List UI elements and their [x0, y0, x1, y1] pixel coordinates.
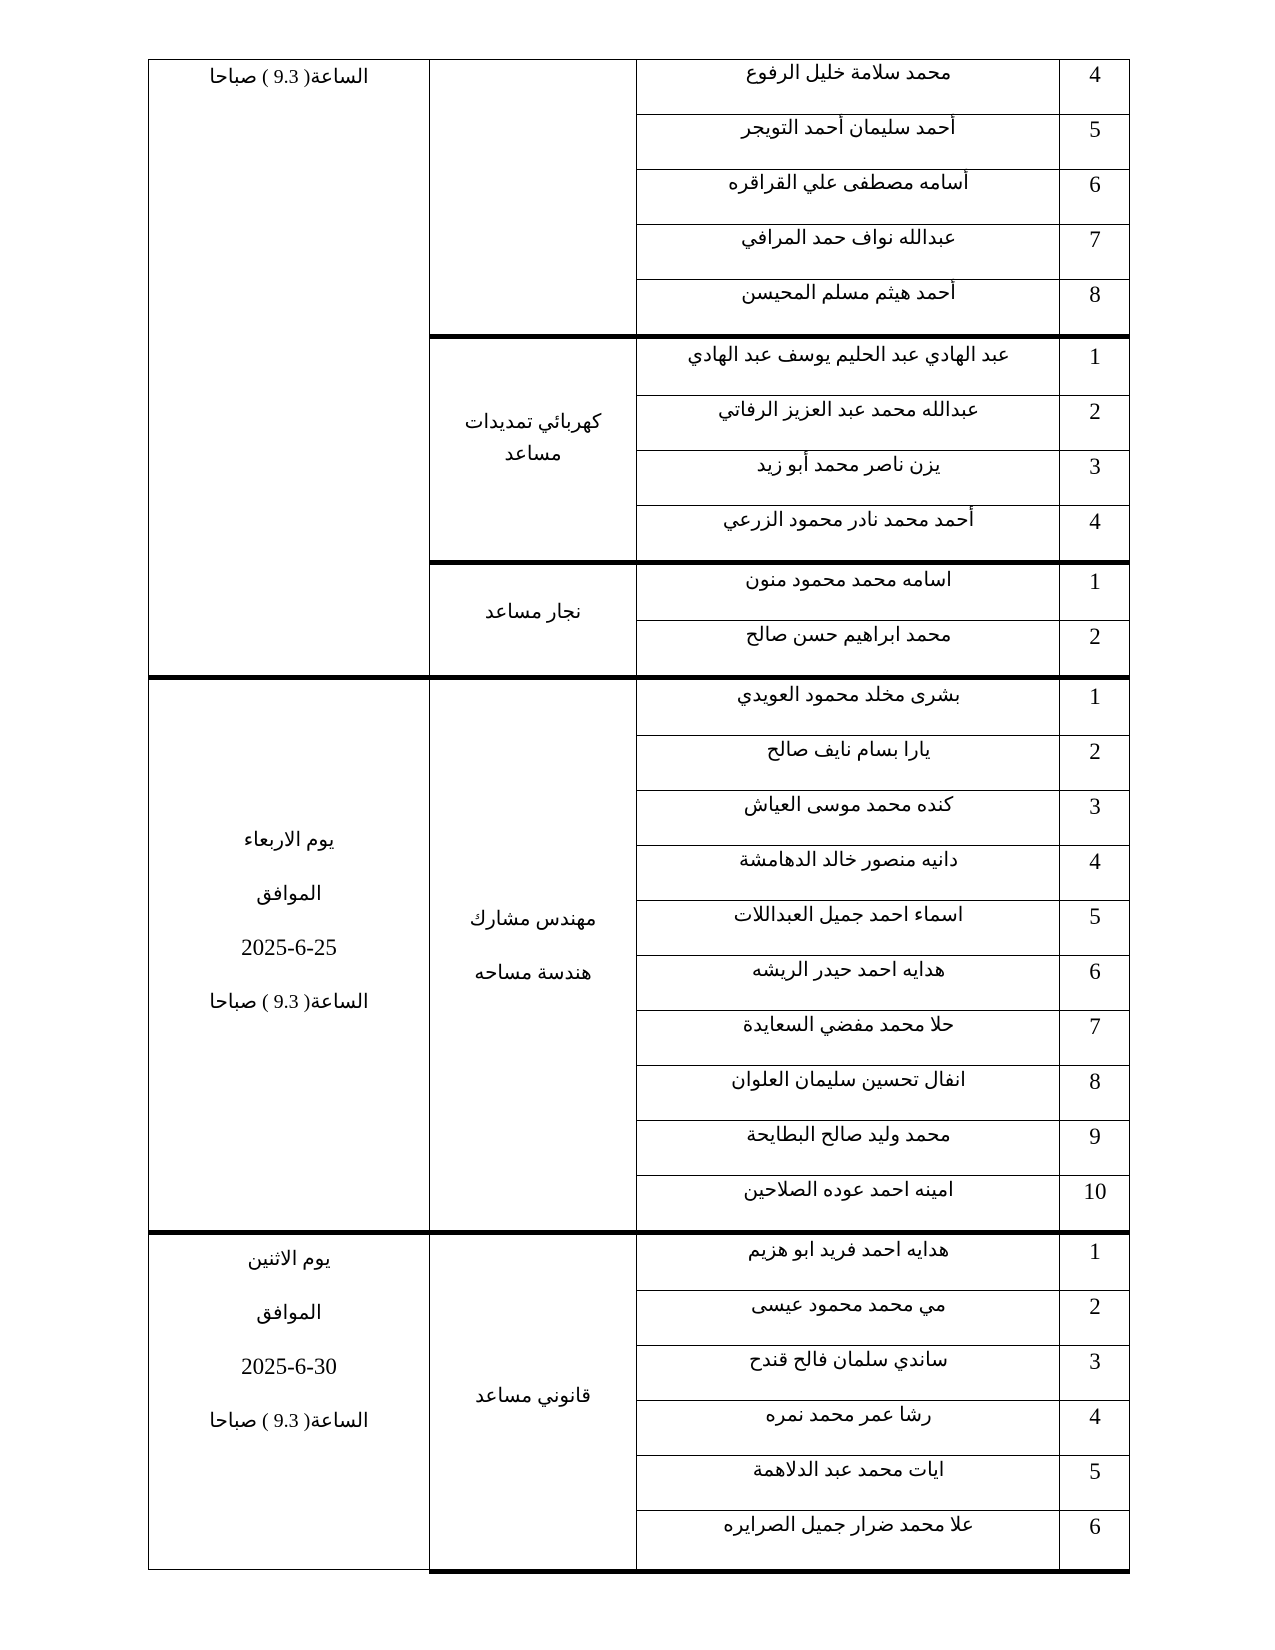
candidate-name: اسامه محمد محمود منون	[745, 569, 952, 591]
date-cell	[148, 825, 430, 1041]
row-number: 7	[1089, 1014, 1101, 1039]
table-bottom-divider	[430, 1569, 1130, 1574]
specialty-line: نجار مساعد	[484, 601, 582, 623]
specialty-cell	[430, 903, 636, 989]
exam-date: 2025-6-25	[241, 935, 337, 960]
row-number: 4	[1089, 509, 1101, 534]
section-divider	[148, 1230, 1130, 1235]
specialty-cell	[430, 406, 636, 470]
specialty-line: قانوني مساعد	[475, 1385, 591, 1407]
exam-date-label: الموافق	[256, 1302, 322, 1324]
row-number: 5	[1089, 117, 1101, 142]
row-number: 2	[1089, 739, 1101, 764]
candidate-name: ساندي سلمان فالح قندح	[749, 1349, 948, 1371]
section-divider	[148, 675, 1130, 680]
candidate-name: محمد وليد صالح البطايحة	[746, 1124, 951, 1146]
row-number: 6	[1089, 959, 1101, 984]
candidate-name: امينه احمد عوده الصلاحين	[743, 1179, 954, 1201]
table-border-bottom	[148, 1569, 430, 1570]
exam-date: 2025-6-30	[241, 1354, 337, 1379]
candidate-name: دانيه منصور خالد الدهامشة	[739, 849, 958, 871]
row-number: 1	[1089, 569, 1101, 594]
candidate-name: عبدالله نواف حمد المرافي	[740, 227, 957, 249]
section-divider	[430, 334, 1130, 339]
row-number: 3	[1089, 1349, 1101, 1374]
specialty-line: مساعد	[504, 443, 562, 465]
row-number: 5	[1089, 1459, 1101, 1484]
candidate-name: بشرى مخلد محمود العويدي	[736, 684, 961, 706]
row-number: 1	[1089, 1239, 1101, 1264]
row-number: 6	[1089, 172, 1101, 197]
candidate-name: اسماء احمد جميل العبداللات	[733, 904, 964, 926]
specialty-cell	[430, 1380, 636, 1412]
exam-time: الساعة( 9.3 ) صباحا	[209, 1410, 369, 1432]
row-number: 2	[1089, 399, 1101, 424]
row-number: 8	[1089, 282, 1101, 307]
specialty-line: كهربائي تمديدات	[464, 411, 602, 433]
candidate-name: أحمد هيثم مسلم المحيسن	[741, 282, 956, 304]
date-cell	[148, 1244, 430, 1460]
candidate-name: محمد سلامة خليل الرفوع	[745, 62, 952, 84]
row-number: 1	[1089, 344, 1101, 369]
exam-time: الساعة( 9.3 ) صباحا	[209, 991, 369, 1013]
row-number: 3	[1089, 454, 1101, 479]
candidate-name: هدايه احمد حيدر الريشه	[751, 959, 946, 981]
date-cell	[148, 62, 430, 116]
candidate-name: حلا محمد مفضي السعايدة	[742, 1014, 955, 1036]
exam-time: الساعة( 9.3 ) صباحا	[209, 66, 369, 88]
row-number: 2	[1089, 1294, 1101, 1319]
specialty-line: هندسة مساحه	[474, 962, 592, 984]
row-number: 4	[1089, 849, 1101, 874]
row-number: 5	[1089, 904, 1101, 929]
row-number: 2	[1089, 624, 1101, 649]
row-number: 8	[1089, 1069, 1101, 1094]
row-number: 1	[1089, 684, 1101, 709]
row-number: 9	[1089, 1124, 1101, 1149]
exam-date-label: الموافق	[256, 883, 322, 905]
candidate-name: محمد ابراهيم حسن صالح	[745, 624, 952, 646]
row-number: 10	[1083, 1179, 1107, 1204]
row-number: 6	[1089, 1514, 1101, 1539]
exam-day: يوم الاربعاء	[243, 829, 335, 851]
exam-day: يوم الاثنين	[247, 1248, 331, 1270]
row-number: 3	[1089, 794, 1101, 819]
section-divider	[430, 560, 1130, 565]
row-number: 4	[1089, 1404, 1101, 1429]
candidate-name: مي محمد محمود عيسى	[751, 1294, 946, 1316]
row-number: 7	[1089, 227, 1101, 252]
candidate-name: انفال تحسين سليمان العلوان	[731, 1069, 966, 1091]
row-number: 4	[1089, 62, 1101, 87]
candidate-name: أحمد محمد نادر محمود الزرعي	[722, 509, 975, 531]
candidate-name: هدايه احمد فريد ابو هزيم	[747, 1239, 950, 1261]
candidate-name: عبد الهادي عبد الحليم يوسف عبد الهادي	[687, 344, 1010, 366]
candidate-name: ايات محمد عبد الدلاهمة	[752, 1459, 945, 1481]
candidate-name: أحمد سليمان أحمد التويجر	[741, 117, 956, 139]
candidate-name: رشا عمر محمد نمره	[765, 1404, 932, 1426]
candidate-name: عبدالله محمد عبد العزيز الرفاتي	[717, 399, 980, 421]
specialty-cell	[430, 596, 636, 628]
specialty-line: مهندس مشارك	[469, 908, 597, 930]
candidate-name: علا محمد ضرار جميل الصرايره	[723, 1514, 974, 1536]
candidate-name: يزن ناصر محمد أبو زيد	[756, 454, 941, 476]
candidate-name: أسامه مصطفى علي القراقره	[728, 172, 969, 194]
candidate-name: كنده محمد موسى العياش	[743, 794, 954, 816]
candidate-name: يارا بسام نايف صالح	[766, 739, 931, 761]
